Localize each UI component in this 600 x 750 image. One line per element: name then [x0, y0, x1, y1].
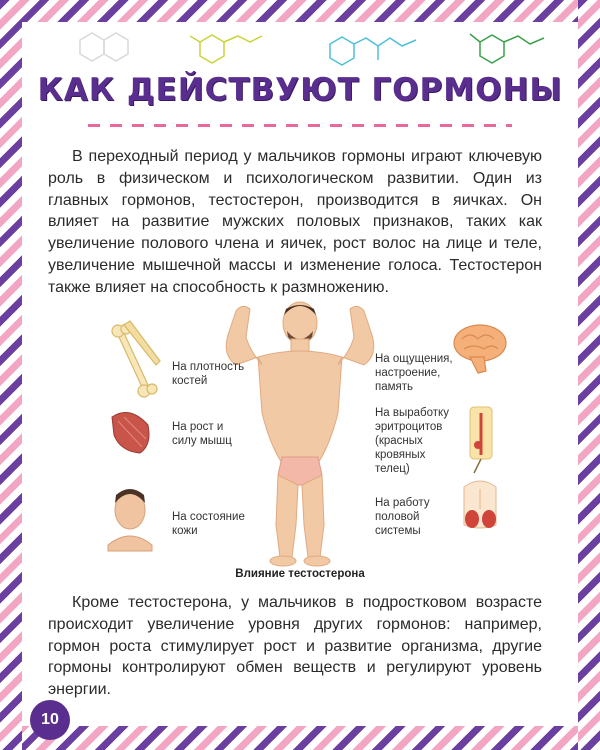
- blood-vessel-icon: [470, 407, 492, 473]
- page-number: 10: [30, 700, 70, 740]
- brain-icon: [454, 325, 506, 373]
- intro-paragraph: В переходный период у мальчиков гормоны играют ключевую роль в физическом и психологическом развитии. Один из главных гормонов, тестостерон, производится в яичках. Он влияет на развитие мужских половых признаков, таких как увеличение полового члена и яичек, рост волос на лице и теле, увеличение мышечной массы и изменение голоса. Тестостерон также влияет на способность к размножению.: [48, 148, 542, 296]
- figure-caption: Влияние тестостерона: [235, 568, 365, 580]
- label-skin: На состояние кожи: [172, 511, 245, 537]
- closing-paragraph: Кроме тестостерона, у мальчиков в подростковом возрасте происходит увеличение уровня других гормонов: например, гормон роста стимулирует рост и развитие организма, другие гормоны контролируют обмен веществ и регулируют уровень энергии.: [48, 594, 542, 699]
- muscle-icon: [112, 413, 149, 454]
- label-blood: На выработку эритроцитов (красных кровяных телец): [375, 407, 449, 475]
- testosterone-figure: [0, 295, 600, 585]
- label-repro: На работу половой системы: [375, 497, 430, 537]
- border-top: [0, 0, 600, 22]
- label-bones: На плотность костей: [172, 361, 245, 387]
- chemical-formulas-icon: [40, 20, 560, 80]
- border-bottom: [0, 726, 600, 750]
- label-muscle: На рост и силу мышц: [172, 421, 232, 447]
- bone-icon: [112, 321, 160, 397]
- label-brain: На ощущения, настроение, память: [375, 353, 453, 393]
- page-title: КАК ДЕЙСТВУЮТ ГОРМОНЫ: [37, 72, 563, 108]
- testes-icon: [464, 481, 496, 528]
- title-divider: [88, 124, 512, 127]
- face-icon: [108, 489, 152, 551]
